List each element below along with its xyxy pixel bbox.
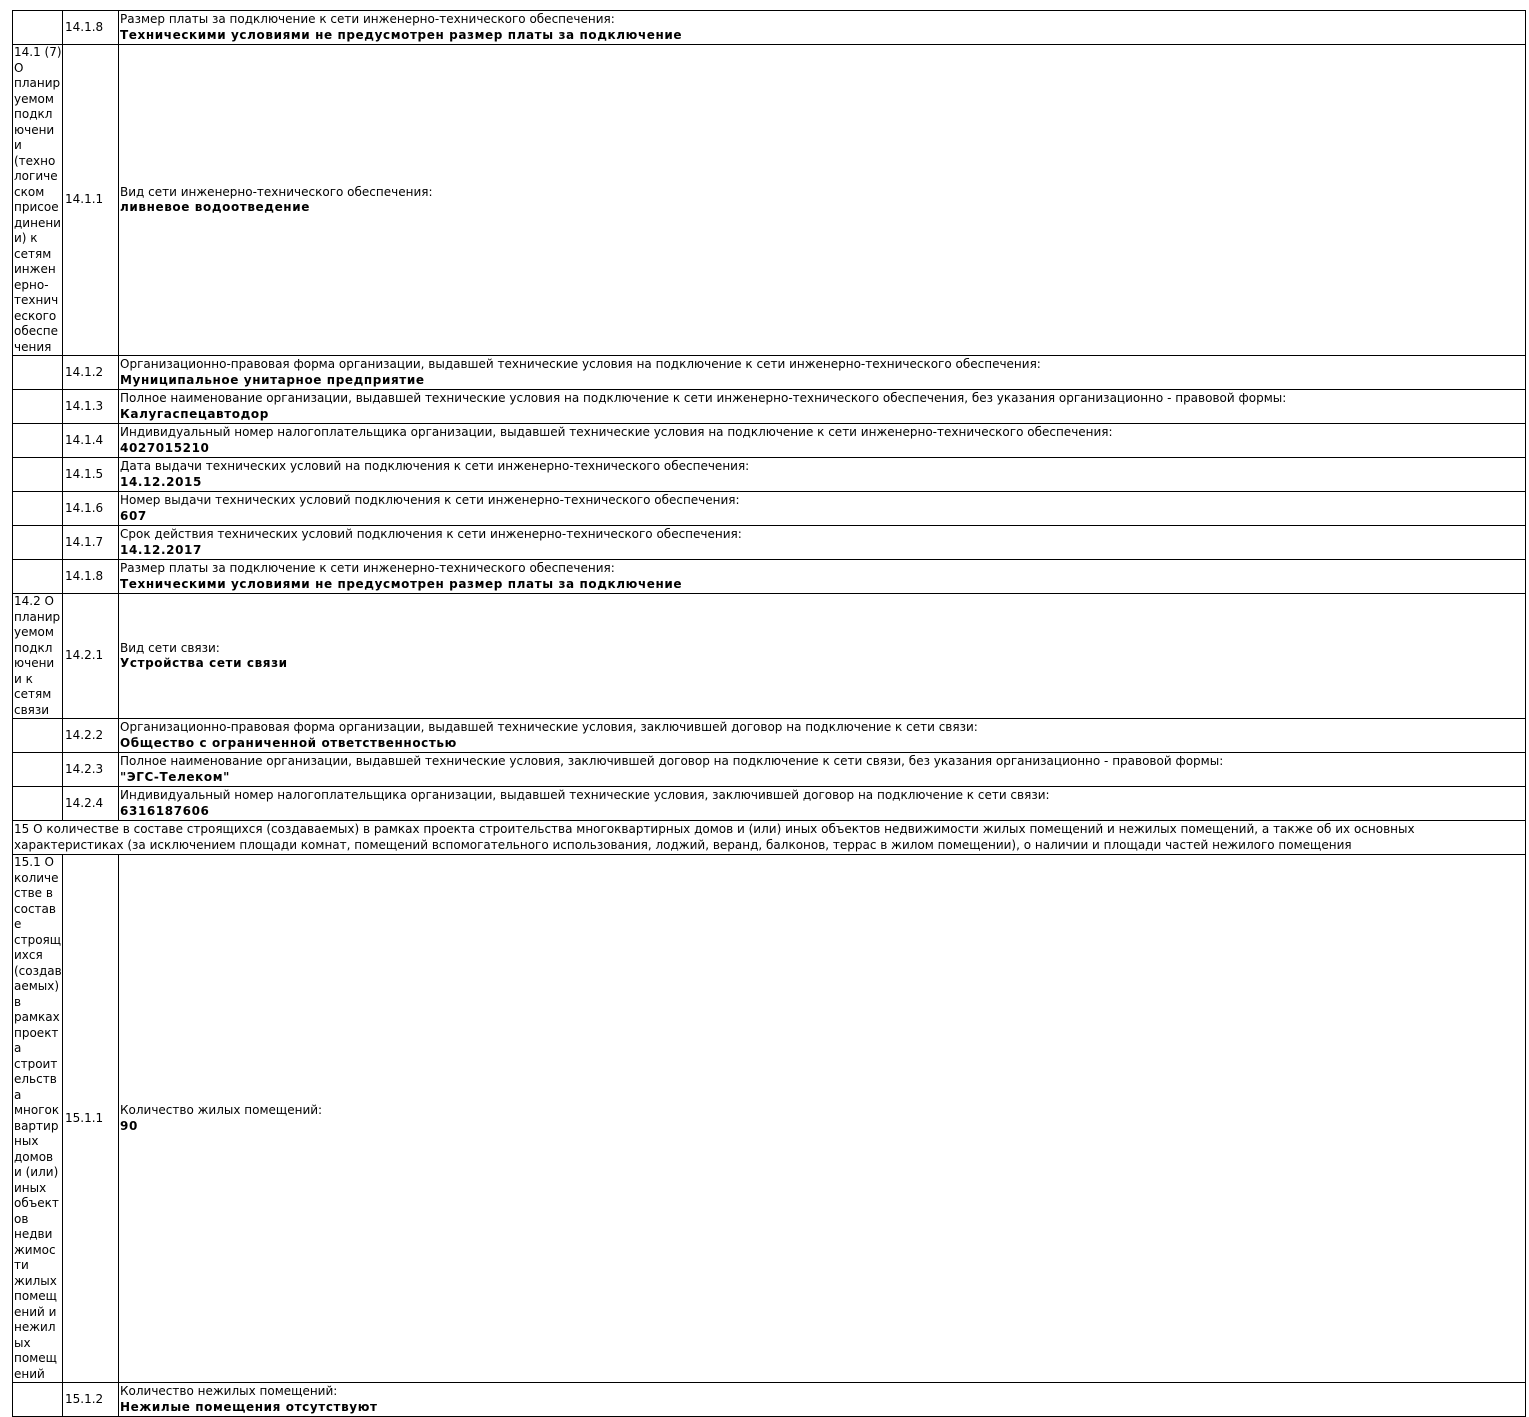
table-row bbox=[13, 1383, 1526, 1417]
table-row bbox=[13, 821, 1526, 855]
section-cell bbox=[13, 787, 63, 821]
item-label: Полное наименование организации, выдавшей технические условия на подключение к сети инженерно-технического обеспечения, без указания организационно - правовой формы: bbox=[120, 391, 1287, 405]
item-code: 14.1.8 bbox=[63, 11, 119, 45]
item-label: Вид сети инженерно-технического обеспечения: bbox=[120, 184, 433, 199]
item-label: Размер платы за подключение к сети инженерно-технического обеспечения: bbox=[120, 12, 615, 26]
table-row bbox=[13, 424, 1526, 458]
item-code: 14.1.2 bbox=[63, 356, 119, 390]
item-value: Калугаспецавтодор bbox=[120, 406, 269, 421]
section-heading-15: 15 О количестве в составе строящихся (создаваемых) в рамках проекта строительства многоквартирных домов и (или) иных объектов недвижимости жилых помещений и нежилых помещений, а также об их основных характеристиках (за исключением площади комнат, помещений вспомогательного использования, лоджий, веранд, балконов, террас в жилом помещении), о наличии и площади частей нежилого помещения bbox=[13, 821, 1526, 855]
table-row bbox=[13, 45, 1526, 356]
section-cell bbox=[13, 492, 63, 526]
item-value: ливневое водоотведение bbox=[120, 200, 310, 214]
item-value: Общество с ограниченной ответственностью bbox=[120, 735, 457, 750]
table-row bbox=[13, 787, 1526, 821]
section-cell: 14.1 (7) О планируемом подключении (технологическом присоединении) к сетям инженерно-технического обеспечения bbox=[14, 45, 62, 354]
item-label: Срок действия технических условий подключения к сети инженерно-технического обеспечения: bbox=[120, 527, 742, 541]
item-content bbox=[119, 526, 1526, 560]
item-value: Устройства сети связи bbox=[120, 656, 288, 670]
item-value: Нежилые помещения отсутствуют bbox=[120, 1399, 378, 1414]
item-value: 6316187606 bbox=[120, 803, 210, 818]
item-content bbox=[119, 855, 1526, 1383]
table-row bbox=[13, 753, 1526, 787]
section-cell bbox=[13, 560, 63, 594]
item-code: 14.1.5 bbox=[63, 458, 119, 492]
item-content bbox=[119, 1383, 1526, 1417]
item-content bbox=[119, 560, 1526, 594]
table-row bbox=[13, 719, 1526, 753]
item-content bbox=[119, 492, 1526, 526]
item-label: Количество жилых помещений: bbox=[120, 1103, 323, 1117]
item-value: "ЭГС-Телеком" bbox=[120, 769, 230, 784]
item-value: 4027015210 bbox=[120, 440, 210, 455]
table-row bbox=[13, 855, 1526, 1383]
section-cell bbox=[13, 753, 63, 787]
item-value: 90 bbox=[120, 1118, 138, 1133]
item-content bbox=[119, 390, 1526, 424]
section-cell bbox=[13, 424, 63, 458]
item-code: 14.2.2 bbox=[63, 719, 119, 753]
declaration-table bbox=[12, 10, 1526, 1417]
table-row bbox=[13, 560, 1526, 594]
table-row bbox=[13, 390, 1526, 424]
item-content bbox=[119, 787, 1526, 821]
item-code: 14.1.7 bbox=[63, 526, 119, 560]
section-cell bbox=[13, 356, 63, 390]
section-cell bbox=[13, 1383, 63, 1417]
item-code: 14.1.1 bbox=[63, 45, 119, 356]
item-label: Размер платы за подключение к сети инженерно-технического обеспечения: bbox=[120, 561, 615, 575]
section-cell bbox=[13, 390, 63, 424]
item-label: Вид сети связи: bbox=[120, 640, 220, 655]
item-code: 14.1.3 bbox=[63, 390, 119, 424]
item-label: Индивидуальный номер налогоплательщика организации, выдавшей технические условия на подключение к сети инженерно-технического обеспечения: bbox=[120, 425, 1113, 439]
item-value: 14.12.2015 bbox=[120, 474, 202, 489]
table-row bbox=[13, 526, 1526, 560]
table-row bbox=[13, 594, 1526, 719]
item-code: 14.2.4 bbox=[63, 787, 119, 821]
section-cell: 15.1 О количестве в составе строящихся (создаваемых) в рамках проекта строительства многоквартирных домов и (или) иных объектов недвижимости жилых помещений и нежилых помещений bbox=[14, 855, 62, 1381]
item-label: Индивидуальный номер налогоплательщика организации, выдавшей технические условия, заключившей договор на подключение к сети связи: bbox=[120, 788, 1050, 802]
item-value: Муниципальное унитарное предприятие bbox=[120, 372, 425, 387]
item-content bbox=[119, 719, 1526, 753]
item-code: 14.2.1 bbox=[63, 594, 119, 719]
section-cell bbox=[13, 719, 63, 753]
item-code: 14.1.8 bbox=[63, 560, 119, 594]
table-row bbox=[13, 11, 1526, 45]
item-value: Техническими условиями не предусмотрен размер платы за подключение bbox=[120, 576, 683, 591]
item-label: Номер выдачи технических условий подключения к сети инженерно-технического обеспечения: bbox=[120, 493, 740, 507]
item-content bbox=[119, 45, 1526, 356]
item-label: Организационно-правовая форма организации, выдавшей технические условия, заключившей договор на подключение к сети связи: bbox=[120, 720, 978, 734]
item-content bbox=[119, 356, 1526, 390]
item-content bbox=[119, 753, 1526, 787]
section-cell bbox=[13, 526, 63, 560]
item-label: Полное наименование организации, выдавшей технические условия, заключившей договор на подключение к сети связи, без указания организационно - правовой формы: bbox=[120, 754, 1224, 768]
item-value: 14.12.2017 bbox=[120, 542, 202, 557]
section-cell bbox=[13, 458, 63, 492]
item-content bbox=[119, 424, 1526, 458]
item-code: 14.2.3 bbox=[63, 753, 119, 787]
item-content bbox=[119, 594, 1526, 719]
item-code: 15.1.1 bbox=[63, 855, 119, 1383]
table-row bbox=[13, 458, 1526, 492]
table-row bbox=[13, 492, 1526, 526]
item-label: Организационно-правовая форма организации, выдавшей технические условия на подключение к сети инженерно-технического обеспечения: bbox=[120, 357, 1041, 371]
table-row bbox=[13, 356, 1526, 390]
item-label: Дата выдачи технических условий на подключения к сети инженерно-технического обеспечения: bbox=[120, 459, 750, 473]
item-code: 14.1.4 bbox=[63, 424, 119, 458]
item-label: Количество нежилых помещений: bbox=[120, 1384, 338, 1398]
item-code: 15.1.2 bbox=[63, 1383, 119, 1417]
item-value: Техническими условиями не предусмотрен размер платы за подключение bbox=[120, 27, 683, 42]
section-cell bbox=[13, 11, 63, 45]
item-code: 14.1.6 bbox=[63, 492, 119, 526]
item-content bbox=[119, 458, 1526, 492]
item-content bbox=[119, 11, 1526, 45]
item-value: 607 bbox=[120, 508, 147, 523]
section-cell: 14.2 О планируемом подключении к сетям связи bbox=[13, 594, 63, 719]
